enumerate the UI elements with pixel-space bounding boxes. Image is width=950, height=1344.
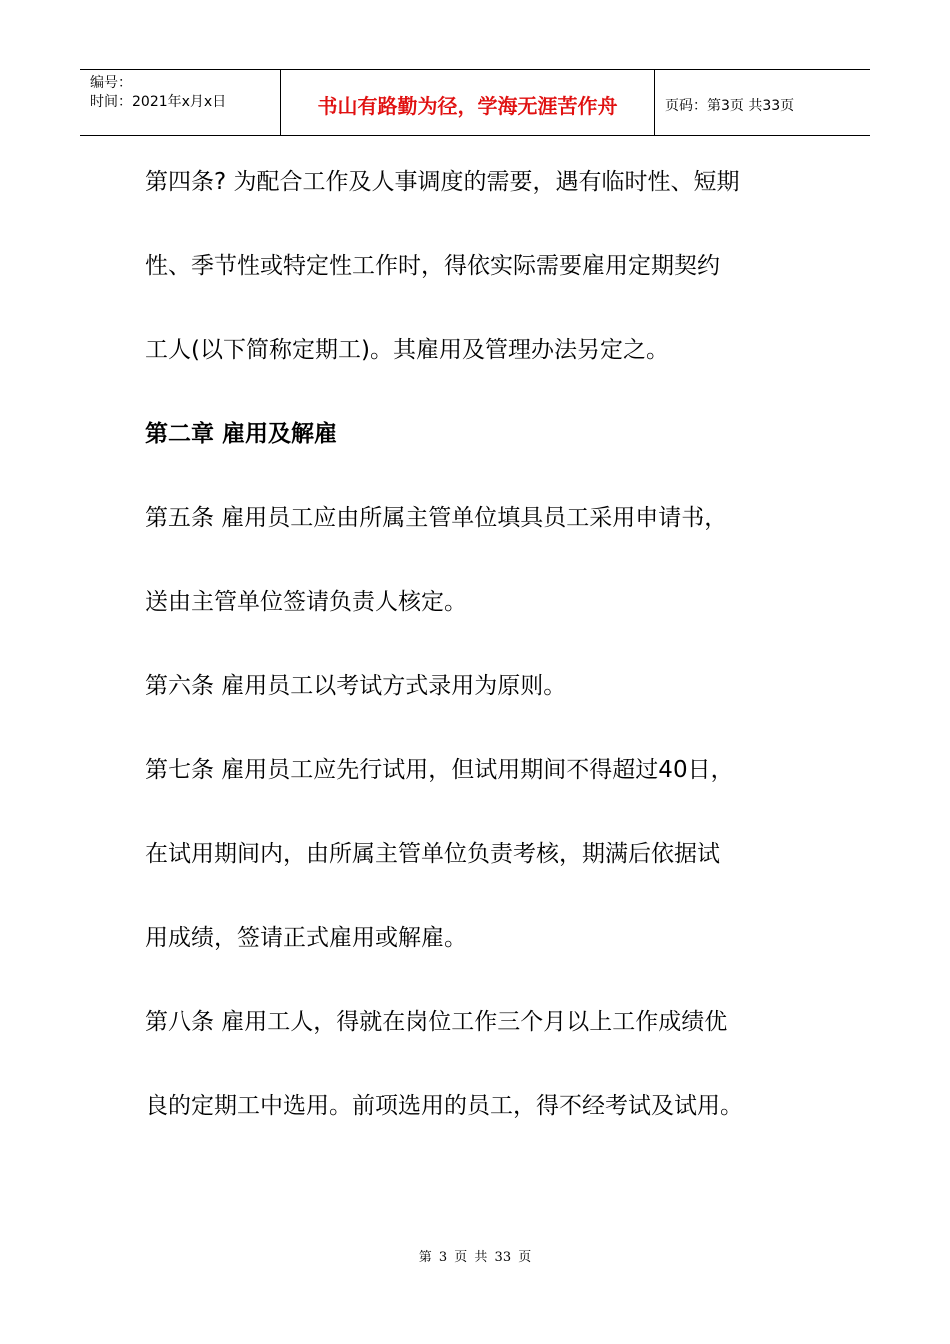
paragraph-line: 第四条? 为配合工作及人事调度的需要，遇有临时性、短期: [145, 169, 740, 195]
header-motto-cell: [281, 70, 655, 135]
header-meta-cell: [80, 70, 281, 135]
paragraph-line: 送由主管单位签请负责人核定。: [145, 589, 467, 615]
doc-date-label: 时间：2021年x月x日: [90, 94, 227, 110]
paragraph-line: 在试用期间内，由所属主管单位负责考核，期满后依据试: [145, 841, 720, 867]
page-footer: [0, 1246, 950, 1265]
paragraph-line: 第六条 雇用员工以考试方式录用为原则。: [145, 673, 567, 699]
paragraph-line: 性、季节性或特定性工作时，得依实际需要雇用定期契约: [145, 253, 720, 279]
paragraph-line: 良的定期工中选用。前项选用的员工，得不经考试及试用。: [145, 1093, 743, 1119]
paragraph-line: 工人(以下简称定期工)。其雇用及管理办法另定之。: [145, 337, 669, 363]
paragraph-line: 用成绩，签请正式雇用或解雇。: [145, 925, 467, 951]
header-page-info: 页码：第3页 共33页: [665, 97, 795, 114]
paragraph-line: 第五条 雇用员工应由所属主管单位填具员工采用申请书，: [145, 505, 728, 531]
paragraph-line: 第七条 雇用员工应先行试用，但试用期间不得超过40日，: [145, 757, 734, 783]
document-header: [80, 69, 870, 136]
header-page-cell: [655, 70, 870, 135]
doc-number-label: 编号：: [90, 75, 132, 91]
document-body: [145, 140, 815, 1148]
footer-page-number: 第 3 页 共 33 页: [418, 1250, 532, 1265]
paragraph-line: 第八条 雇用工人，得就在岗位工作三个月以上工作成绩优: [145, 1009, 728, 1035]
motto-text: 书山有路勤为径，学海无涯苦作舟: [317, 94, 618, 118]
chapter-heading: 第二章 雇用及解雇: [145, 421, 338, 447]
